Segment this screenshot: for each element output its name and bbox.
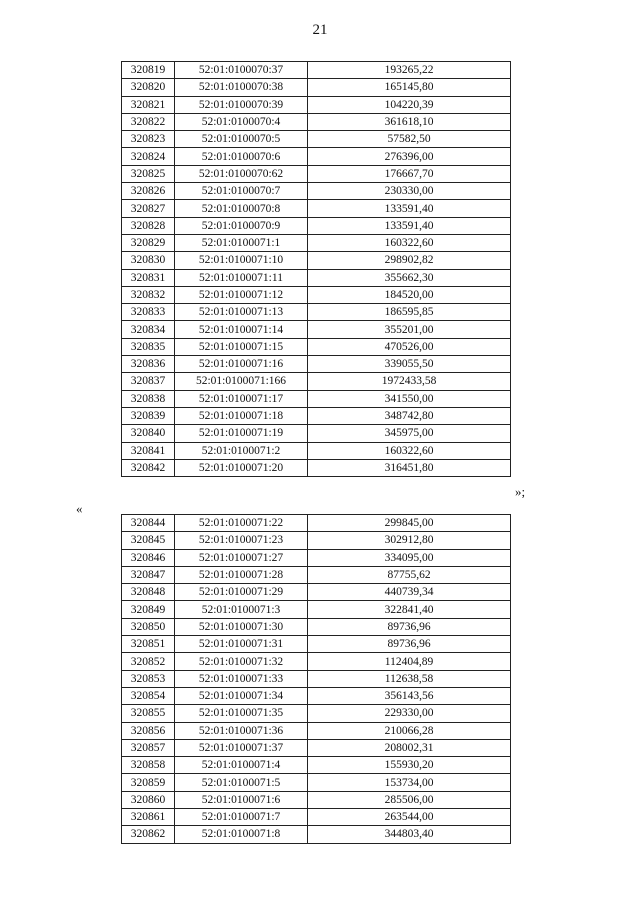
value-cell: 299845,00	[308, 515, 511, 532]
row-number-cell: 320827	[122, 200, 175, 217]
cadastral-number-cell: 52:01:0100071:27	[175, 549, 308, 566]
row-number-cell: 320848	[122, 584, 175, 601]
table-row	[122, 338, 511, 355]
value-cell: 263544,00	[308, 809, 511, 826]
value-cell: 440739,34	[308, 584, 511, 601]
value-cell: 104220,39	[308, 96, 511, 113]
opening-quote-mark: «	[76, 501, 83, 516]
table-row	[122, 705, 511, 722]
table-row	[122, 321, 511, 338]
cadastral-number-cell: 52:01:0100071:12	[175, 286, 308, 303]
row-number-cell: 320837	[122, 373, 175, 390]
cadastral-number-cell: 52:01:0100071:4	[175, 757, 308, 774]
row-number-cell: 320847	[122, 566, 175, 583]
cadastral-number-cell: 52:01:0100071:35	[175, 705, 308, 722]
cadastral-number-cell: 52:01:0100070:39	[175, 96, 308, 113]
row-number-cell: 320841	[122, 442, 175, 459]
table-row	[122, 113, 511, 130]
value-cell: 298902,82	[308, 252, 511, 269]
row-number-cell: 320832	[122, 286, 175, 303]
table-row	[122, 373, 511, 390]
row-number-cell: 320831	[122, 269, 175, 286]
cadastral-number-cell: 52:01:0100071:29	[175, 584, 308, 601]
row-number-cell: 320857	[122, 739, 175, 756]
data-table-upper	[121, 61, 511, 477]
cadastral-number-cell: 52:01:0100071:7	[175, 809, 308, 826]
cadastral-number-cell: 52:01:0100071:1	[175, 234, 308, 251]
table-row	[122, 131, 511, 148]
table-row	[122, 515, 511, 532]
row-number-cell: 320853	[122, 670, 175, 687]
row-number-cell: 320834	[122, 321, 175, 338]
cadastral-number-cell: 52:01:0100071:15	[175, 338, 308, 355]
table-row	[122, 390, 511, 407]
row-number-cell: 320850	[122, 618, 175, 635]
table-row	[122, 425, 511, 442]
row-number-cell: 320830	[122, 252, 175, 269]
row-number-cell: 320858	[122, 757, 175, 774]
table-row	[122, 442, 511, 459]
value-cell: 341550,00	[308, 390, 511, 407]
row-number-cell: 320826	[122, 183, 175, 200]
value-cell: 193265,22	[308, 62, 511, 79]
table-row	[122, 809, 511, 826]
row-number-cell: 320825	[122, 165, 175, 182]
row-number-cell: 320840	[122, 425, 175, 442]
row-number-cell: 320836	[122, 356, 175, 373]
row-number-cell: 320845	[122, 532, 175, 549]
value-cell: 229330,00	[308, 705, 511, 722]
cadastral-number-cell: 52:01:0100071:3	[175, 601, 308, 618]
row-number-cell: 320860	[122, 791, 175, 808]
cadastral-number-cell: 52:01:0100071:13	[175, 304, 308, 321]
value-cell: 344803,40	[308, 826, 511, 843]
table-row	[122, 62, 511, 79]
table-row	[122, 183, 511, 200]
cadastral-number-cell: 52:01:0100070:9	[175, 217, 308, 234]
cadastral-number-cell: 52:01:0100071:17	[175, 390, 308, 407]
cadastral-number-cell: 52:01:0100071:10	[175, 252, 308, 269]
cadastral-number-cell: 52:01:0100070:5	[175, 131, 308, 148]
cadastral-number-cell: 52:01:0100071:16	[175, 356, 308, 373]
cadastral-number-cell: 52:01:0100071:20	[175, 459, 308, 476]
table-row	[122, 269, 511, 286]
table-row	[122, 148, 511, 165]
value-cell: 210066,28	[308, 722, 511, 739]
row-number-cell: 320823	[122, 131, 175, 148]
row-number-cell: 320820	[122, 79, 175, 96]
table-row	[122, 670, 511, 687]
closing-quote-mark: »;	[515, 484, 526, 499]
row-number-cell: 320838	[122, 390, 175, 407]
cadastral-number-cell: 52:01:0100071:2	[175, 442, 308, 459]
row-number-cell: 320824	[122, 148, 175, 165]
value-cell: 89736,96	[308, 636, 511, 653]
table-row	[122, 757, 511, 774]
cadastral-number-cell: 52:01:0100071:31	[175, 636, 308, 653]
table-row	[122, 618, 511, 635]
value-cell: 302912,80	[308, 532, 511, 549]
table-row	[122, 774, 511, 791]
cadastral-number-cell: 52:01:0100071:11	[175, 269, 308, 286]
value-cell: 356143,56	[308, 687, 511, 704]
cadastral-number-cell: 52:01:0100071:30	[175, 618, 308, 635]
cadastral-number-cell: 52:01:0100071:8	[175, 826, 308, 843]
row-number-cell: 320844	[122, 515, 175, 532]
value-cell: 133591,40	[308, 200, 511, 217]
row-number-cell: 320861	[122, 809, 175, 826]
table-row	[122, 165, 511, 182]
cadastral-number-cell: 52:01:0100071:23	[175, 532, 308, 549]
value-cell: 470526,00	[308, 338, 511, 355]
row-number-cell: 320842	[122, 459, 175, 476]
value-cell: 133591,40	[308, 217, 511, 234]
cadastral-number-cell: 52:01:0100071:28	[175, 566, 308, 583]
cadastral-number-cell: 52:01:0100071:18	[175, 407, 308, 424]
data-table-lower	[121, 514, 511, 844]
cadastral-number-cell: 52:01:0100070:38	[175, 79, 308, 96]
value-cell: 57582,50	[308, 131, 511, 148]
table-row	[122, 584, 511, 601]
table-row	[122, 791, 511, 808]
value-cell: 361618,10	[308, 113, 511, 130]
value-cell: 276396,00	[308, 148, 511, 165]
value-cell: 155930,20	[308, 757, 511, 774]
table-row	[122, 96, 511, 113]
table-row	[122, 739, 511, 756]
table-row	[122, 722, 511, 739]
row-number-cell: 320828	[122, 217, 175, 234]
value-cell: 1972433,58	[308, 373, 511, 390]
cadastral-number-cell: 52:01:0100071:32	[175, 653, 308, 670]
table-row	[122, 653, 511, 670]
value-cell: 112404,89	[308, 653, 511, 670]
row-number-cell: 320819	[122, 62, 175, 79]
value-cell: 153734,00	[308, 774, 511, 791]
table-row	[122, 532, 511, 549]
value-cell: 334095,00	[308, 549, 511, 566]
value-cell: 355662,30	[308, 269, 511, 286]
cadastral-number-cell: 52:01:0100071:5	[175, 774, 308, 791]
value-cell: 160322,60	[308, 442, 511, 459]
value-cell: 89736,96	[308, 618, 511, 635]
row-number-cell: 320822	[122, 113, 175, 130]
cadastral-number-cell: 52:01:0100071:34	[175, 687, 308, 704]
table-row	[122, 407, 511, 424]
value-cell: 208002,31	[308, 739, 511, 756]
row-number-cell: 320829	[122, 234, 175, 251]
cadastral-number-cell: 52:01:0100070:8	[175, 200, 308, 217]
value-cell: 285506,00	[308, 791, 511, 808]
table-row	[122, 636, 511, 653]
row-number-cell: 320859	[122, 774, 175, 791]
cadastral-number-cell: 52:01:0100071:166	[175, 373, 308, 390]
table-row	[122, 549, 511, 566]
table-row	[122, 286, 511, 303]
value-cell: 345975,00	[308, 425, 511, 442]
table-row	[122, 217, 511, 234]
value-cell: 355201,00	[308, 321, 511, 338]
cadastral-number-cell: 52:01:0100070:62	[175, 165, 308, 182]
value-cell: 112638,58	[308, 670, 511, 687]
row-number-cell: 320833	[122, 304, 175, 321]
row-number-cell: 320854	[122, 687, 175, 704]
page-number: 21	[312, 22, 328, 38]
cadastral-number-cell: 52:01:0100071:22	[175, 515, 308, 532]
row-number-cell: 320862	[122, 826, 175, 843]
table-row	[122, 234, 511, 251]
value-cell: 348742,80	[308, 407, 511, 424]
table-row	[122, 459, 511, 476]
row-number-cell: 320849	[122, 601, 175, 618]
value-cell: 176667,70	[308, 165, 511, 182]
table-row	[122, 566, 511, 583]
value-cell: 322841,40	[308, 601, 511, 618]
cadastral-number-cell: 52:01:0100070:37	[175, 62, 308, 79]
table-row	[122, 687, 511, 704]
table-row	[122, 356, 511, 373]
row-number-cell: 320835	[122, 338, 175, 355]
value-cell: 316451,80	[308, 459, 511, 476]
value-cell: 230330,00	[308, 183, 511, 200]
value-cell: 87755,62	[308, 566, 511, 583]
table-row	[122, 601, 511, 618]
row-number-cell: 320856	[122, 722, 175, 739]
value-cell: 165145,80	[308, 79, 511, 96]
row-number-cell: 320839	[122, 407, 175, 424]
cadastral-number-cell: 52:01:0100071:6	[175, 791, 308, 808]
value-cell: 339055,50	[308, 356, 511, 373]
table-row	[122, 304, 511, 321]
row-number-cell: 320852	[122, 653, 175, 670]
table-row	[122, 200, 511, 217]
value-cell: 184520,00	[308, 286, 511, 303]
row-number-cell: 320851	[122, 636, 175, 653]
row-number-cell: 320846	[122, 549, 175, 566]
cadastral-number-cell: 52:01:0100070:7	[175, 183, 308, 200]
table-row	[122, 826, 511, 843]
cadastral-number-cell: 52:01:0100071:14	[175, 321, 308, 338]
value-cell: 160322,60	[308, 234, 511, 251]
row-number-cell: 320855	[122, 705, 175, 722]
value-cell: 186595,85	[308, 304, 511, 321]
table-row	[122, 252, 511, 269]
cadastral-number-cell: 52:01:0100071:36	[175, 722, 308, 739]
row-number-cell: 320821	[122, 96, 175, 113]
cadastral-number-cell: 52:01:0100071:33	[175, 670, 308, 687]
table-row	[122, 79, 511, 96]
cadastral-number-cell: 52:01:0100071:19	[175, 425, 308, 442]
cadastral-number-cell: 52:01:0100071:37	[175, 739, 308, 756]
cadastral-number-cell: 52:01:0100070:6	[175, 148, 308, 165]
cadastral-number-cell: 52:01:0100070:4	[175, 113, 308, 130]
